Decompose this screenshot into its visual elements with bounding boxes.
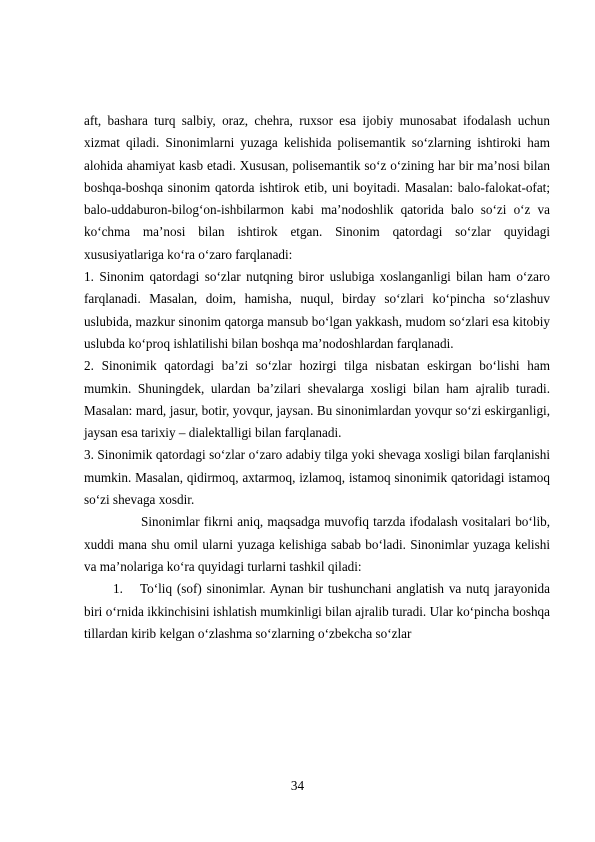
paragraph-synonym-types: Sinonimlar fikrni aniq, maqsadga muvofiq tarzda ifodalash vositalari bo‘lib, xuddi mana shu omil ularni yuzaga kelishiga sabab bo‘ladi. Sinonimlar yuzaga kelishi va ma’nolariga ko‘ra quyidagi turlarni tashkil qiladi: [84,514,550,574]
page-number: 34 [290,778,305,793]
paragraph-item-1: 1. Sinonim qatordagi so‘zlar nutqning biror uslubiga xoslanganligi bilan ham o‘zaro farqlanadi. Masalan, doim, hamisha, nuqul, birday so‘zlari ko‘pincha so‘zlashuv uslubida, mazkur sinonim qatorga mansub bo‘lgan yakkash, mudom so‘zlari esa kitobiy uslubda ko‘proq ishlatilishi bilan boshqa ma’nodoshlardan farqlanadi. [84,269,550,351]
document-body [84,110,550,645]
paragraph-item-2: 2. Sinonimik qatordagi ba’zi so‘zlar hozirgi tilga nisbatan eskirgan bo‘lishi ham mumkin. Shuningdek, ulardan ba’zilari shevalarga xosligi bilan ham ajralib turadi. Masalan: mard, jasur, botir, yovqur, jaysan. Bu sinonimlardan yovqur so‘zi eskirganligi, jaysan esa tarixiy – dialektalligi bilan farqlanadi. [84,358,550,441]
paragraph-intro: aft, bashara turq salbiy, oraz, chehra, ruxsor esa ijobiy munosabat ifodalash uchun xizmat qiladi. Sinonimlarni yuzaga kelishida polisemantik so‘zlarning ishtiroki ham alohida ahamiyat kasb etadi. Xususan, polisemantik so‘z o‘zining har bir ma’nosi bilan boshqa-boshqa sinonim qatorda ishtirok etib, uni boyitadi. Masalan: balo-falokat-ofat; balo-uddaburon-bilog‘on-ishbilarmon kabi ma’nodoshlik qatorida balo so‘zi o‘z va ko‘chma ma’nosi bilan ishtirok etgan. Sinonim qatordagi so‘zlar quyidagi xususiyatlariga ko‘ra o‘zaro farqlanadi: [84,113,550,262]
list-item [84,578,550,645]
paragraph-item-3: 3. Sinonimik qatordagi so‘zlar o‘zaro adabiy tilga yoki shevaga xosligi bilan farqlanishi mumkin. Masalan, qidirmoq, axtarmoq, izlamoq, istamoq sinonimik qatoridagi istamoq so‘zi shevaga xosdir. [84,447,550,508]
list-item-number: 1. [113,581,123,597]
list-item-text: To‘liq (sof) sinonimlar. Aynan bir tushunchani anglatish va nutq jarayonida biri o‘rnida ikkinchisini ishlatish mumkinligi bilan ajralib turadi. Ular ko‘pincha boshqa tillardan kirib kelgan o‘zlashma so‘zlarning o‘zbekcha so‘zlar [84,581,550,641]
